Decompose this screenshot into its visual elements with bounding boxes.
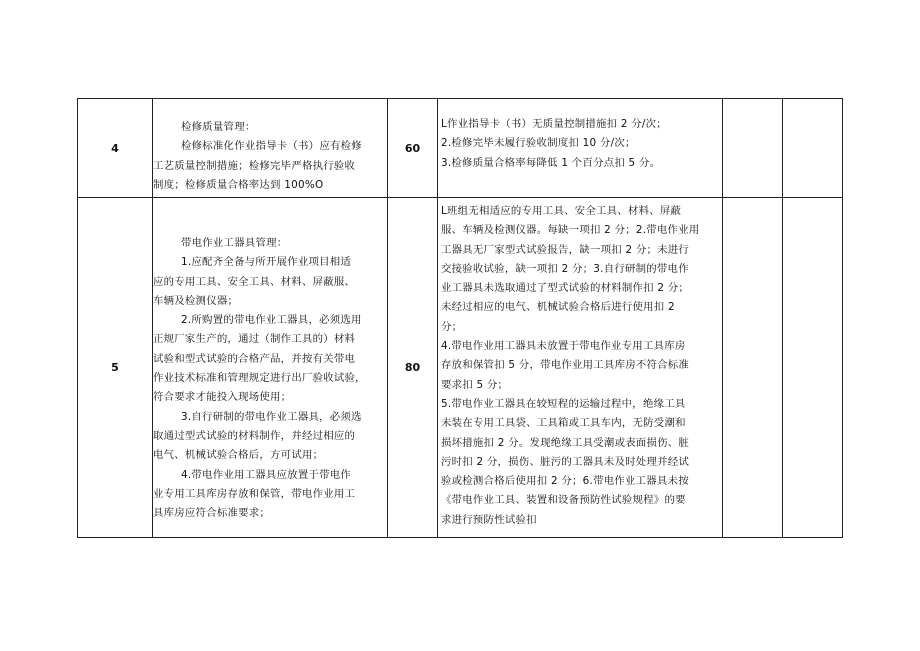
rule-line: 存放和保管扣 5 分，带电作业用工具库房不符合标准 — [441, 359, 690, 372]
table-row — [78, 198, 843, 538]
item-line: 作业技术标准和管理规定进行出厂验收试验， — [153, 372, 366, 385]
item-line: 3.自行研制的带电作业工器具，必须选 — [181, 410, 362, 423]
row-number: 4 — [78, 99, 153, 198]
table-row — [78, 99, 843, 198]
rule-line: 《带电作业工具、装置和设备预防性试验规程》的要 — [441, 494, 686, 507]
rule-line: 3.检修质量合格率每降低 1 个百分点扣 5 分。 — [441, 156, 661, 169]
item-line: 工艺质量控制措施；检修完毕严格执行验收 — [153, 159, 356, 172]
rule-line: 交接验收试验，缺一项扣 2 分；3.自行研制的带电作 — [441, 262, 689, 275]
empty-cell — [723, 198, 783, 538]
item-line: 试验和型式试验的合格产品，并按有关带电 — [153, 352, 356, 365]
item-line: 正规厂家生产的，通过（制作工具的）材料 — [153, 333, 356, 346]
rule-line: 验或检测合格后使用扣 2 分；6.带电作业工器具未按 — [441, 475, 689, 488]
empty-cell — [783, 198, 843, 538]
rule-line: 4.带电作业用工器具未放置于带电作业专用工具库房 — [441, 340, 686, 353]
rule-line: 服、车辆及检测仪器。每缺一项扣 2 分；2.带电作业用 — [441, 224, 700, 237]
rule-line: 损坏措施扣 2 分。发现绝缘工具受潮或表面损伤、脏 — [441, 436, 690, 449]
rule-line: 工器具无厂家型式试验报告，缺一项扣 2 分；未进行 — [441, 243, 690, 256]
item-line: 符合要求才能投入现场使用； — [153, 391, 292, 404]
rule-line: L作业指导卡（书）无质量控制措施扣 2 分/次； — [441, 118, 667, 130]
item-line: 制度；检修质量合格率达到 100%O — [153, 178, 324, 191]
item-line: 应的专用工具、安全工具、材料、屏蔽服、 — [153, 275, 356, 288]
score-cell: 60 — [388, 99, 438, 198]
item-cell — [153, 99, 388, 198]
rule-cell — [438, 198, 723, 538]
item-line: 取通过型式试验的材料制作，并经过相应的 — [153, 429, 356, 442]
item-line: 4.带电作业用工器具应放置于带电作 — [181, 468, 352, 481]
row-number: 5 — [78, 198, 153, 538]
rule-line: L班组无相适应的专用工具、安全工具、材料、屏蔽 — [441, 205, 682, 217]
rule-line: 要求扣 5 分； — [441, 378, 509, 391]
rule-cell — [438, 99, 723, 198]
item-title: 带电作业工器具管理： — [181, 237, 288, 249]
item-line: 检修标准化作业指导卡（书）应有检修 — [181, 140, 362, 153]
empty-cell — [723, 99, 783, 198]
item-cell — [153, 198, 388, 538]
empty-cell — [783, 99, 843, 198]
item-line: 具库房应符合标准要求； — [153, 507, 271, 520]
rule-line: 求进行预防性试验扣 — [441, 513, 537, 526]
rule-line: 5.带电作业工器具在较短程的运输过程中，绝缘工具 — [441, 397, 686, 410]
rule-line: 分； — [441, 320, 463, 333]
item-line: 车辆及检测仪器； — [153, 294, 239, 307]
rule-line: 未经过相应的电气、机械试验合格后进行使用扣 2 — [441, 301, 675, 314]
item-line: 2.所购置的带电作业工器具，必须选用 — [181, 314, 362, 327]
item-line: 业专用工具库房存放和保管，带电作业用工 — [153, 487, 356, 500]
rule-line: 污时扣 2 分，损伤、脏污的工器具未及时处理并经试 — [441, 455, 690, 468]
score-cell: 80 — [388, 198, 438, 538]
inspection-table — [77, 98, 843, 538]
item-line: 1.应配齐全备与所开展作业项目相适 — [181, 256, 352, 269]
item-title: 检修质量管理： — [181, 121, 256, 133]
item-line: 电气、机械试验合格后，方可试用； — [153, 449, 324, 462]
rule-line: 2.检修完毕未履行验收制度扣 10 分/次； — [441, 137, 636, 150]
rule-line: 未装在专用工具袋、工具箱或工具车内，无防受潮和 — [441, 417, 686, 430]
rule-line: 业工器具未选取通过了型式试验的材料制作扣 2 分； — [441, 282, 690, 295]
